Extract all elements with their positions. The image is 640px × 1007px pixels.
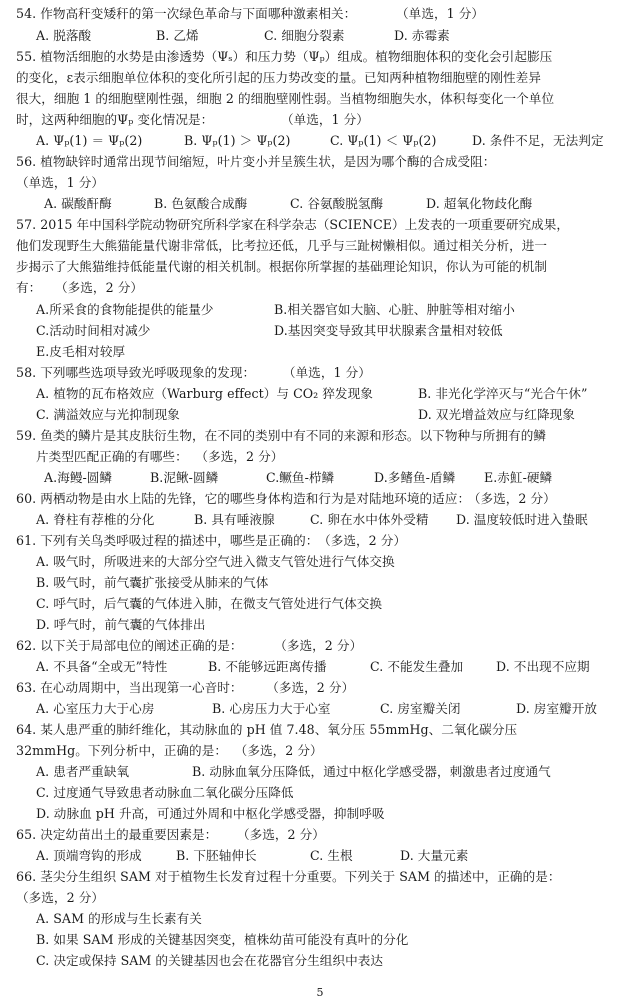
q60-option-c: C. 卵在水中体外受精 <box>310 512 429 527</box>
q56-tag: （单选，1 分） <box>16 175 104 190</box>
q55-option-c: C. Ψₚ(1) ＜ Ψₚ(2) <box>330 133 437 148</box>
q61-stem: 61. 下列有关鸟类呼吸过程的描述中，哪些是正确的： <box>16 533 319 548</box>
q63-option-a: A. 心室压力大于心房 <box>36 701 155 716</box>
q58-stem-line <box>16 365 371 381</box>
q54-stem: 54. 作物高秆变矮秆的第一次绿色革命与下面哪种激素相关： <box>16 6 357 21</box>
q63-stem-line <box>16 680 354 696</box>
q63-option-d: D. 房室瓣开放 <box>516 701 598 716</box>
q59-option-c: C.鳜鱼-栉鳞 <box>266 470 335 485</box>
q56-option-c: C. 谷氨酸脱氢酶 <box>290 196 384 211</box>
q57-option-e: E.皮毛相对较厚 <box>36 344 126 359</box>
q59-option-a: A.海鳗-圆鳞 <box>44 470 113 485</box>
q60-stem: 60. 两栖动物是由水上陆的先锋，它的哪些身体构造和行为是对陆地环境的适应： <box>16 491 471 506</box>
q57-option-c: C.活动时间相对减少 <box>36 323 151 338</box>
q61-stem-line <box>16 533 406 549</box>
q55-option-a: A. Ψₚ(1) ＝ Ψₚ(2) <box>36 133 143 148</box>
q66-option-c: C. 决定或保持 SAM 的关键基因也会在花器官分生组织中表达 <box>36 953 384 968</box>
q61-option-d: D. 呼气时，前气囊的气体排出 <box>36 617 206 632</box>
q66-tag: （多选，2 分） <box>16 890 104 905</box>
q62-option-d: D. 不出现不应期 <box>496 659 590 674</box>
q66-stem-line: 66. 茎尖分生组织 SAM 对于植物生长发育过程十分重要。下列关于 SAM 的描述中，正确的是： <box>16 869 561 884</box>
q56-option-a: A. 碳酸酐酶 <box>44 196 112 211</box>
q58-option-a: A. 植物的瓦布格效应（Warburg effect）与 CO₂ 猝发现象 <box>36 386 373 401</box>
q66-option-a: A. SAM 的形成与生长素有关 <box>36 911 202 926</box>
q64-option-a: A. 患者严重缺氧 <box>36 764 130 779</box>
q54-option-b: B. 乙烯 <box>156 28 199 43</box>
q64-stem-line: 64. 某人患严重的肺纤维化，其动脉血的 pH 值 7.48、氧分压 55mmHg、二氧化碳分压 <box>16 722 518 737</box>
q60-tag: （多选，2 分） <box>474 491 556 506</box>
q65-stem: 65. 决定幼苗出土的最重要因素是： <box>16 827 218 842</box>
q65-option-a: A. 顶端弯钩的形成 <box>36 848 142 863</box>
q55-stem-line: 的变化，ε表示细胞单位体积的变化所引起的压力势改变的量。已知两种植物细胞壁的刚性差异 <box>16 70 541 85</box>
q61-option-c: C. 呼气时，后气囊的气体进入肺，在微支气管处进行气体交换 <box>36 596 383 611</box>
q55-tag: （单选，1 分） <box>287 112 369 127</box>
q58-option-c: C. 满溢效应与光抑制现象 <box>36 407 180 422</box>
q61-option-a: A. 吸气时，所吸进来的大部分空气进入微支气管处进行气体交换 <box>36 554 395 569</box>
q60-option-b: B. 具有唾液腺 <box>194 512 275 527</box>
q57-tag: （多选，2 分） <box>61 280 143 295</box>
q55-option-b: B. Ψₚ(1) ＞ Ψₚ(2) <box>184 133 291 148</box>
q55-stem-line <box>16 112 369 128</box>
q62-option-a: A. 不具备“全或无”特性 <box>36 659 168 674</box>
q57-option-d: D.基因突变导致其甲状腺素含量相对较低 <box>274 323 503 338</box>
q58-tag: （单选，1 分） <box>289 365 371 380</box>
q57-stem-line: 57. 2015 年中国科学院动物研究所科学家在科学杂志（SCIENCE）上发表的一项重要研究成果， <box>16 217 570 232</box>
q63-option-c: C. 房室瓣关闭 <box>380 701 461 716</box>
q65-stem-line <box>16 827 325 843</box>
q63-stem: 63. 在心动周期中，当出现第一心音时： <box>16 680 243 695</box>
q60-option-d: D. 温度较低时进入蛰眠 <box>456 512 588 527</box>
q62-option-b: B. 不能够远距离传播 <box>208 659 327 674</box>
q56-stem-line: 56. 植物缺锌时通常出现节间缩短，叶片变小并呈簇生状，是因为哪个酶的合成受阻： <box>16 154 496 169</box>
q59-stem-line: 59. 鱼类的鳞片是其皮肤衍生物，在不同的类别中有不同的来源和形态。以下物种与所拥有的鳞 <box>16 428 546 443</box>
q56-option-b: B. 色氨酸合成酶 <box>154 196 248 211</box>
page-number: 5 <box>316 986 324 999</box>
q65-option-d: D. 大量元素 <box>400 848 469 863</box>
q64-option-c: C. 过度通气导致患者动脉血二氧化碳分压降低 <box>36 785 294 800</box>
q60-stem-line <box>16 491 556 507</box>
q54-option-c: C. 细胞分裂素 <box>264 28 345 43</box>
q61-option-b: B. 吸气时，前气囊扩张接受从肺来的气体 <box>36 575 269 590</box>
q62-stem: 62. 以下关于局部电位的阐述正确的是： <box>16 638 243 653</box>
q66-option-b: B. 如果 SAM 形成的关键基因突变，植株幼苗可能没有真叶的分化 <box>36 932 409 947</box>
q55-stem-line: 很大，细胞 1 的细胞壁刚性强，细胞 2 的细胞壁刚性弱。当植物细胞失水，体积每变化一个单位 <box>16 91 555 106</box>
q64-option-d: D. 动脉血 pH 升高，可通过外周和中枢化学感受器，抑制呼吸 <box>36 806 385 821</box>
q57-stem-line: 他们发现野生大熊猫能量代谢非常低，比考拉还低，几乎与三趾树懒相似。通过相关分析，进一 <box>16 238 548 253</box>
q54-tag: （单选，1 分） <box>402 6 485 21</box>
q58-option-b: B. 非光化学淬灭与“光合午休” <box>418 386 588 401</box>
q59-stem-line <box>36 449 283 465</box>
q57-stem-last: 有： <box>16 280 42 295</box>
q59-option-b: B.泥鳅-圆鳞 <box>150 470 219 485</box>
q59-tag: （多选，2 分） <box>201 449 284 464</box>
q64-stem-line <box>16 743 323 759</box>
q63-tag: （多选，2 分） <box>272 680 355 695</box>
q65-option-c: C. 生根 <box>310 848 353 863</box>
q57-stem-line <box>16 280 143 296</box>
q59-option-d: D.多鳍鱼-盾鳞 <box>374 470 456 485</box>
q64-tag: （多选，2 分） <box>240 743 323 758</box>
q58-option-d: D. 双光增益效应与红降现象 <box>418 407 575 422</box>
q57-stem-line: 步揭示了大熊猫维持低能量代谢的相关机制。根据你所掌握的基础理论知识，你认为可能的机制 <box>16 259 548 274</box>
q64-stem-last: 32mmHg。下列分析中，正确的是： <box>16 743 227 758</box>
q62-option-c: C. 不能发生叠加 <box>370 659 464 674</box>
q57-option-b: B.相关器官如大脑、心脏、肿脏等相对缩小 <box>274 302 515 317</box>
q59-stem-last: 片类型匹配正确的有哪些： <box>36 449 188 464</box>
q56-option-d: D. 超氧化物歧化酶 <box>426 196 533 211</box>
q65-tag: （多选，2 分） <box>243 827 325 842</box>
q57-option-a: A.所采食的食物能提供的能量少 <box>36 302 214 317</box>
q54-option-a: A. 脱落酸 <box>36 28 92 43</box>
q65-option-b: B. 下胚轴伸长 <box>176 848 257 863</box>
q59-option-e: E.赤魟-硬鳞 <box>484 470 553 485</box>
q55-option-d: D. 条件不足，无法判定 <box>472 133 604 148</box>
q54-stem-line <box>16 6 484 22</box>
q64-option-b: B. 动脉血氧分压降低，通过中枢化学感受器，刺激患者过度通气 <box>192 764 551 779</box>
q58-stem: 58. 下列哪些选项导致光呼吸现象的发现： <box>16 365 256 380</box>
q63-option-b: B. 心房压力大于心室 <box>212 701 331 716</box>
q60-option-a: A. 脊柱有荐椎的分化 <box>36 512 155 527</box>
q62-tag: （多选，2 分） <box>280 638 363 653</box>
q55-stem-last: 时，这两种细胞的Ψₚ 变化情况是： <box>16 112 214 127</box>
q62-stem-line <box>16 638 362 654</box>
q54-option-d: D. 赤霉素 <box>394 28 450 43</box>
q55-stem-line: 55. 植物活细胞的水势是由渗透势（Ψₛ）和压力势（Ψₚ）组成。植物细胞体积的变化会引起膨压 <box>16 49 553 64</box>
q61-tag: （多选，2 分） <box>324 533 407 548</box>
